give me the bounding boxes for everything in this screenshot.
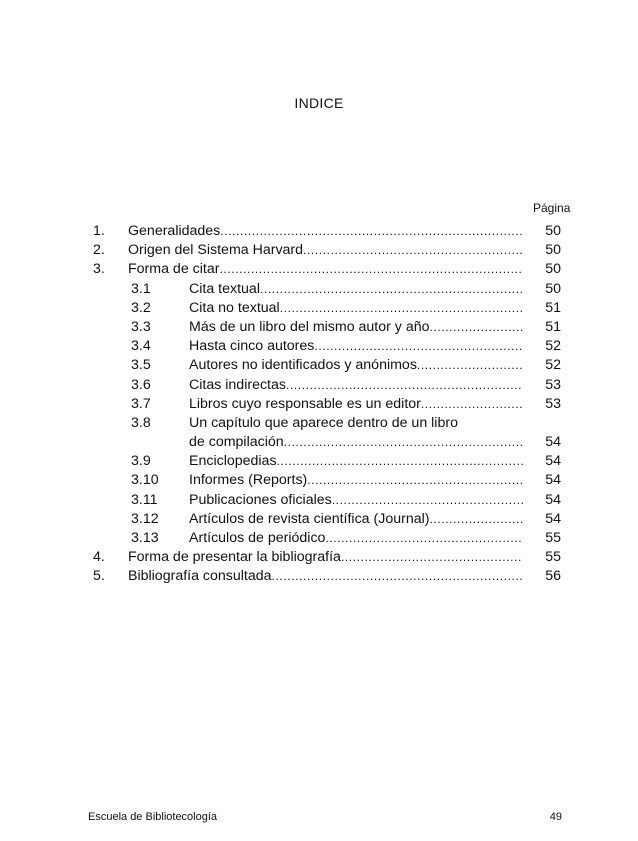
toc-entry-page: 54: [545, 472, 561, 489]
footer-institution: Escuela de Bibliotecología: [88, 811, 218, 823]
toc-entry-label: Artículos de revista científica (Journal): [189, 510, 430, 527]
toc-entry-number: 5.: [93, 568, 105, 585]
toc-entry-label: Libros cuyo responsable es un editor: [189, 395, 421, 412]
toc-entry-label: Origen del Sistema Harvard: [128, 242, 304, 259]
dot-leader: [314, 337, 523, 356]
toc-entry-label: Generalidades: [128, 223, 221, 239]
dot-leader: [341, 548, 523, 567]
dot-leader: [421, 395, 523, 414]
toc-entry-page: 50: [545, 261, 561, 278]
toc-entry-number: 4.: [93, 549, 105, 566]
toc-entry-number: 3.6: [131, 376, 151, 393]
toc-entry-page: 54: [545, 434, 561, 451]
page-footer: [88, 811, 562, 823]
dot-leader: [332, 491, 523, 510]
dot-leader: [280, 299, 523, 318]
toc-entry-label: Más de un libro del mismo autor y año: [189, 318, 430, 335]
toc-subentry: [93, 491, 573, 510]
toc-entry-page: 51: [545, 318, 561, 335]
toc-entry-number: 3.12: [131, 510, 159, 527]
toc-entry-label: Un capítulo que aparece dentro de un libro: [189, 414, 458, 431]
toc-subentry: [93, 452, 573, 471]
toc-entry-number: 3.9: [131, 453, 151, 470]
dot-leader: [417, 356, 523, 375]
toc-entry-number: 3.10: [131, 472, 159, 489]
toc-entry-label: Citas indirectas: [189, 376, 286, 393]
toc-subentry: [93, 529, 573, 548]
toc-entry: [93, 222, 573, 241]
table-of-contents: [93, 222, 573, 587]
toc-entry-page: 56: [545, 568, 561, 585]
toc-entry-number: 3.5: [131, 357, 151, 374]
toc-entry-page: 54: [545, 510, 561, 527]
toc-entry-label: Enciclopedias: [189, 453, 277, 470]
toc-entry-label: Cita textual: [189, 280, 260, 297]
toc-entry-page: 50: [545, 280, 561, 297]
toc-entry-page: 51: [545, 299, 561, 316]
toc-entry-page: 53: [545, 376, 561, 393]
dot-leader: [286, 376, 523, 395]
toc-entry-number: 3.4: [131, 338, 151, 355]
toc-subentry: [93, 414, 573, 433]
toc-entry-page: 54: [545, 453, 561, 470]
toc-entry-number: 3.13: [131, 530, 159, 546]
toc-entry-label: Forma de presentar la bibliografía: [128, 549, 341, 566]
toc-entry-number: 3.1: [131, 280, 151, 297]
toc-subentry: [93, 471, 573, 490]
toc-entry-label: Informes (Reports): [189, 472, 308, 489]
dot-leader: [272, 567, 523, 586]
toc-entry-page: 52: [545, 357, 561, 374]
toc-entry-page: 50: [545, 223, 561, 239]
toc-entry-page: 53: [545, 395, 561, 412]
dot-leader: [325, 529, 523, 548]
toc-entry-number: 3.7: [131, 395, 151, 412]
toc-entry-label: Cita no textual: [189, 299, 280, 316]
toc-subentry: [93, 299, 573, 318]
toc-entry: [93, 548, 573, 567]
footer-page-number: 49: [549, 811, 562, 823]
dot-leader: [284, 433, 523, 452]
toc-entry: [93, 241, 573, 260]
toc-entry-number: 2.: [93, 242, 105, 259]
page-column-label: Página: [533, 201, 571, 215]
toc-entry-label: Hasta cinco autores: [189, 338, 315, 355]
toc-subentry: [93, 280, 573, 299]
toc-subentry: [93, 318, 573, 337]
toc-entry-number: 3.8: [131, 414, 151, 431]
toc-entry: [93, 260, 573, 279]
toc-entry-label: Artículos de periódico: [189, 530, 326, 546]
dot-leader: [260, 280, 523, 299]
toc-entry-label: Autores no identificados y anónimos: [189, 357, 417, 374]
toc-entry-label: Bibliografía consultada: [128, 568, 272, 585]
toc-subentry: [93, 337, 573, 356]
page-title: INDICE: [294, 95, 344, 111]
dot-leader: [277, 452, 523, 471]
toc-entry-label: Publicaciones oficiales: [189, 491, 332, 508]
toc-subentry: [93, 510, 573, 529]
toc-entry-number: 3.2: [131, 299, 151, 316]
dot-leader: [307, 471, 523, 490]
toc-entry-number: 1.: [93, 223, 105, 239]
dot-leader: [303, 241, 523, 260]
toc-entry-number: 3.11: [131, 491, 158, 508]
toc-entry-number: 3.: [93, 261, 105, 278]
toc-entry-label: Forma de citar: [128, 261, 220, 278]
toc-entry-page: 52: [545, 338, 561, 355]
toc-subentry: [93, 356, 573, 375]
toc-entry-page: 54: [545, 491, 561, 508]
toc-entry-page: 55: [545, 530, 561, 546]
toc-subentry-continuation: [93, 433, 573, 452]
dot-leader: [430, 318, 523, 337]
toc-entry-page: 55: [545, 549, 561, 566]
toc-subentry: [93, 376, 573, 395]
dot-leader: [220, 222, 523, 241]
dot-leader: [219, 260, 523, 279]
toc-entry-page: 50: [545, 242, 561, 259]
toc-entry: [93, 567, 573, 586]
toc-entry-number: 3.3: [131, 318, 151, 335]
toc-entry-label-continuation: de compilación: [189, 434, 284, 451]
dot-leader: [430, 510, 524, 529]
toc-subentry: [93, 395, 573, 414]
